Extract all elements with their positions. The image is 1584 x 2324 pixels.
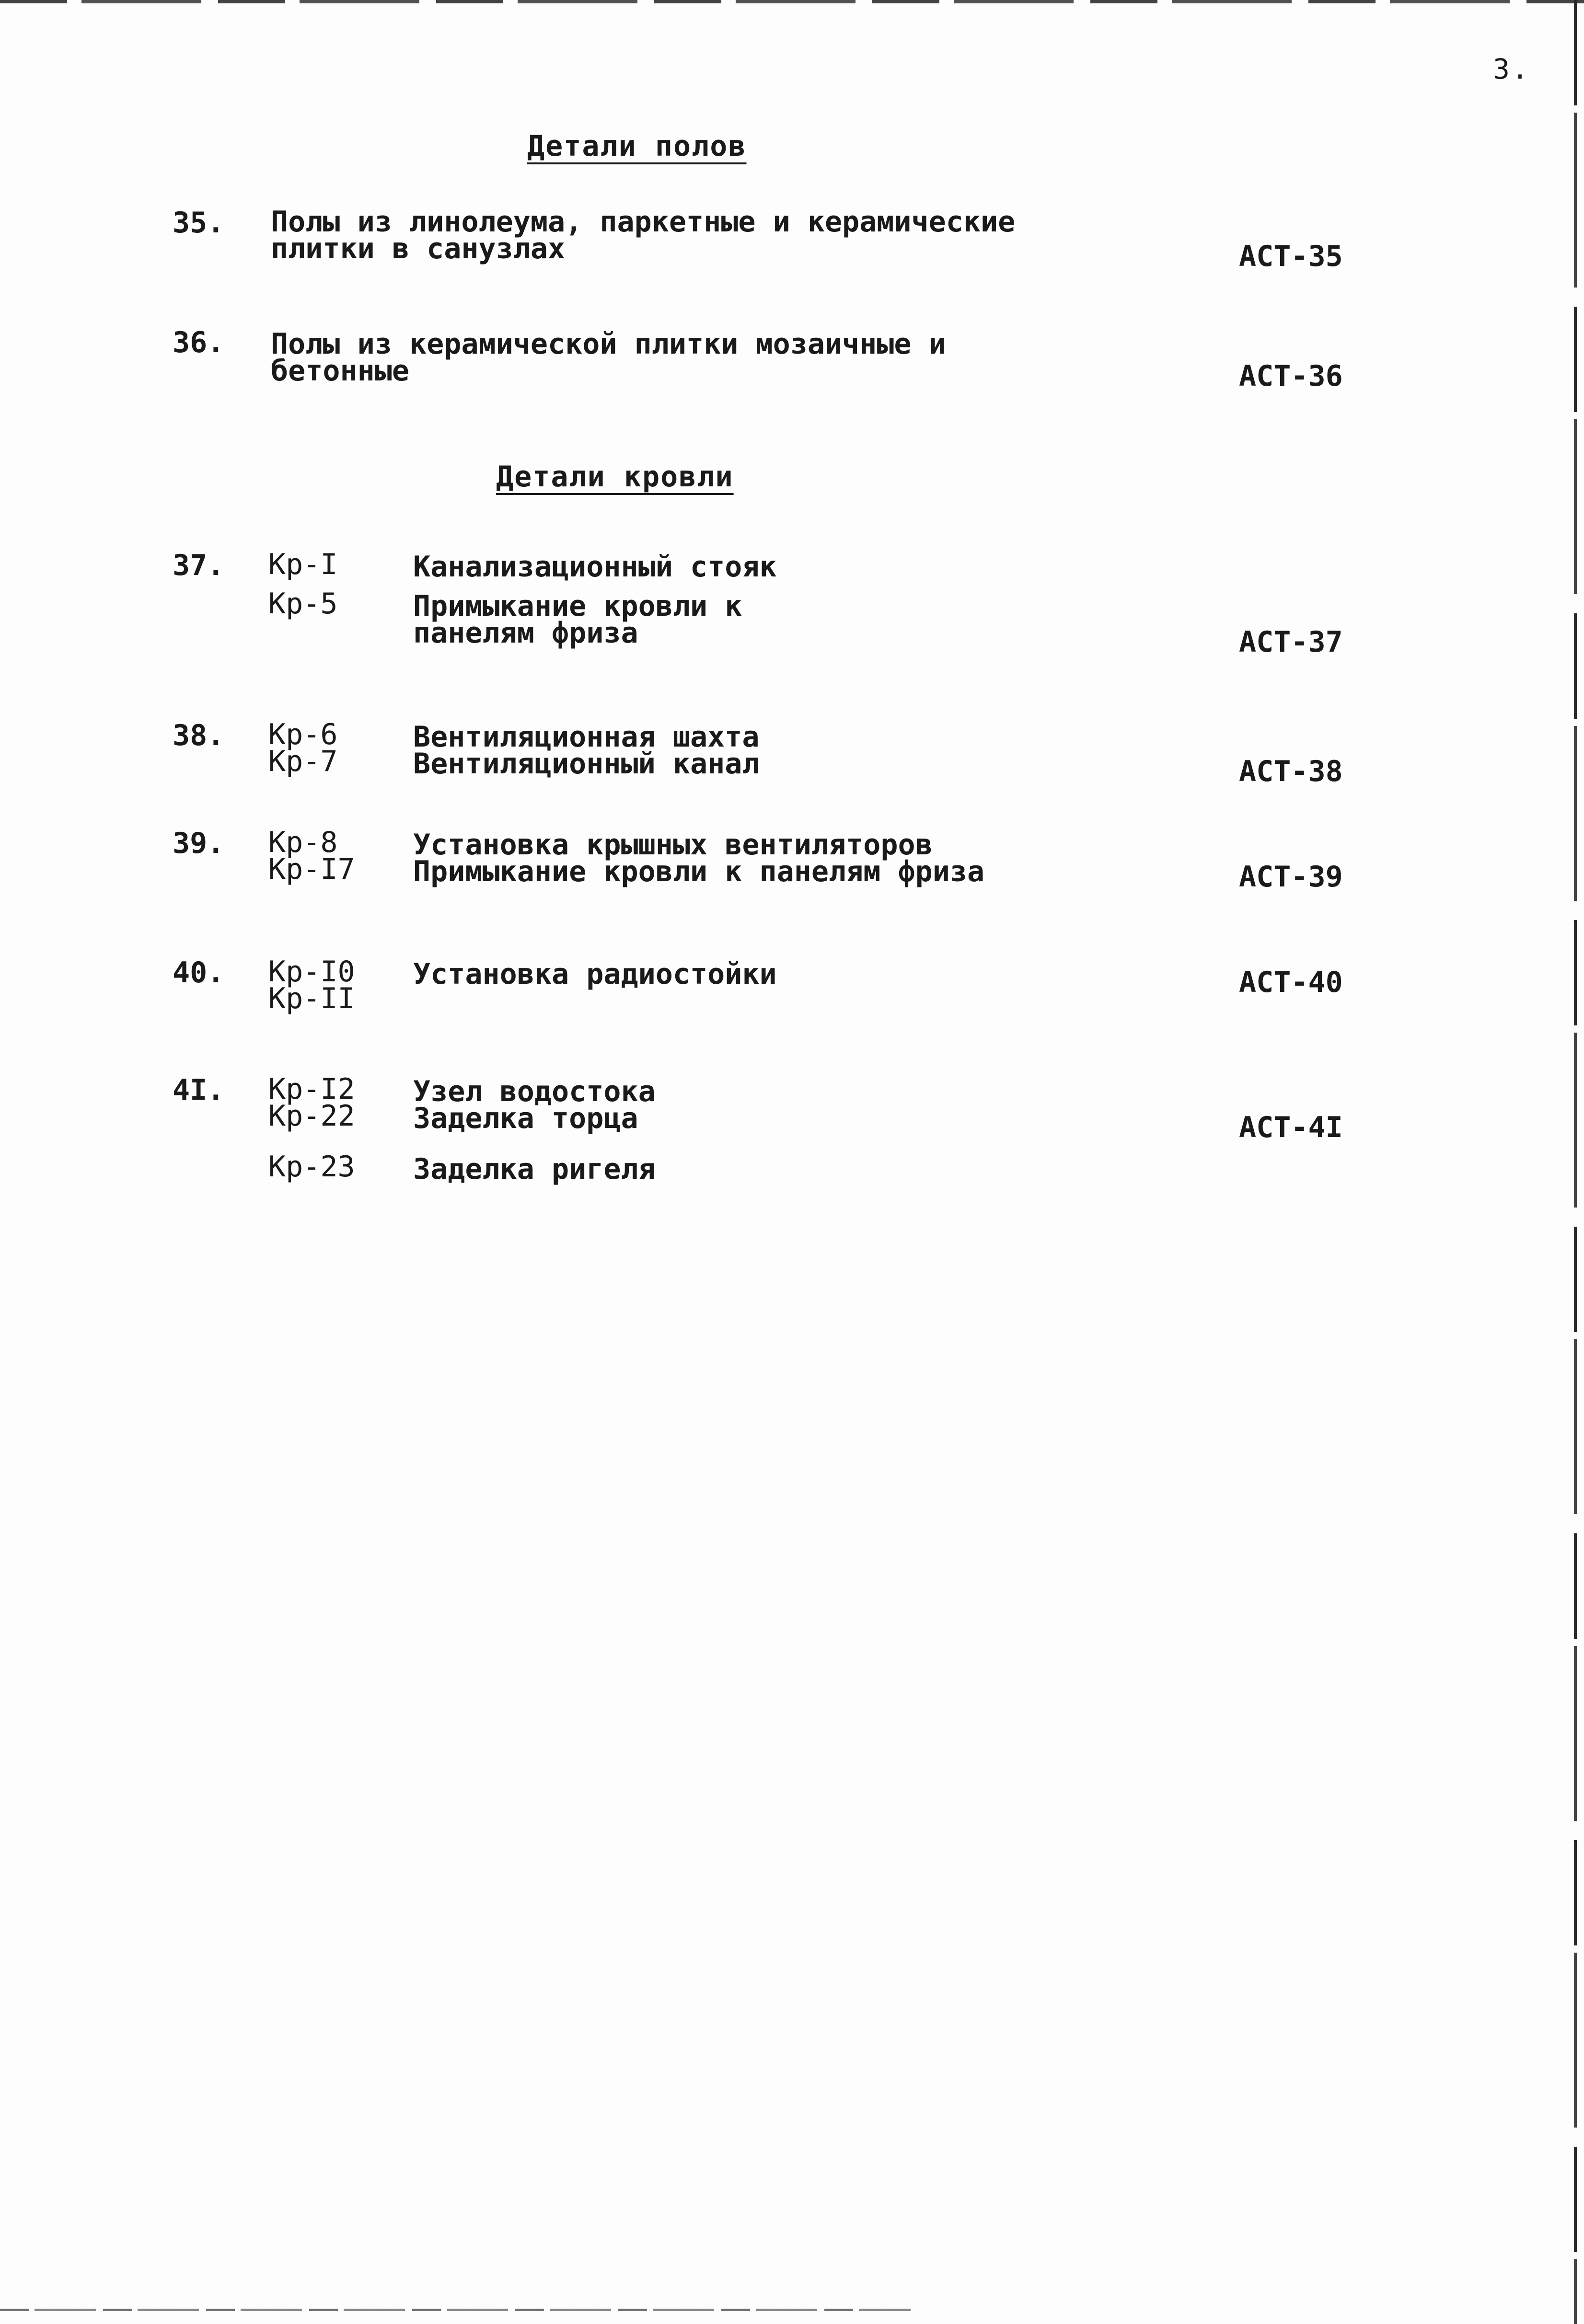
item-codes: [268, 826, 355, 886]
description-line: Узел водостока: [413, 1075, 656, 1108]
scan-edge-bottom: [0, 2309, 911, 2311]
item-reference: АСТ-36: [1239, 359, 1343, 393]
detail-code: Кр-I: [268, 548, 338, 581]
item-reference: АСТ-40: [1239, 966, 1343, 999]
page-number: 3.: [1493, 53, 1530, 85]
description-line: Вентиляционная шахта: [413, 720, 760, 754]
detail-code: Кр-5: [268, 587, 338, 621]
section-heading-roof: Детали кровли: [496, 460, 734, 494]
detail-code: Кр-I0: [268, 955, 355, 989]
item-number: 37.: [173, 549, 225, 582]
detail-code: Кр-I2: [268, 1072, 355, 1106]
description-line: Полы из линолеума, паркетные и керамические: [271, 205, 1016, 239]
description-line: Примыкание кровли к: [413, 589, 742, 623]
item-description: [413, 720, 760, 781]
description-line: Полы из керамической плитки мозаичные и: [271, 327, 946, 361]
item-number: 36.: [173, 326, 225, 359]
item-reference: АСТ-38: [1239, 755, 1343, 788]
item-description: [413, 550, 777, 650]
item-reference: АСТ-35: [1239, 240, 1343, 273]
detail-code: Кр-23: [268, 1150, 355, 1184]
description-line: Установка крышных вентиляторов: [413, 828, 933, 862]
description-line: Примыкание кровли к панелям фриза: [413, 855, 985, 888]
item-reference: АСТ-37: [1239, 625, 1343, 659]
scan-edge-right: [1574, 0, 1577, 2324]
item-number: 39.: [173, 827, 225, 860]
item-codes: [268, 718, 338, 778]
item-codes: [268, 548, 338, 621]
item-reference: АСТ-4I: [1239, 1111, 1343, 1144]
item-description: [413, 957, 777, 991]
description-line: панелям фриза: [413, 616, 638, 650]
item-number: 4I.: [173, 1073, 225, 1107]
item-number: 40.: [173, 956, 225, 989]
item-codes: [268, 955, 355, 1015]
detail-code: Кр-8: [268, 826, 338, 859]
detail-code: Кр-6: [268, 718, 338, 751]
description-line: Установка радиостойки: [413, 957, 777, 991]
detail-code: Кр-II: [268, 982, 355, 1015]
detail-code: Кр-7: [268, 745, 338, 778]
description-line: плитки в санузлах: [271, 232, 566, 265]
detail-code: Кр-I7: [268, 852, 355, 886]
scan-edge-top: [0, 0, 1584, 3]
item-codes: [268, 1072, 355, 1184]
description-line: Канализационный стояк: [413, 550, 777, 584]
item-reference: АСТ-39: [1239, 860, 1343, 894]
description-line: Заделка торца: [413, 1102, 638, 1135]
item-number: 35.: [173, 206, 225, 240]
description-line: Заделка ригеля: [413, 1152, 656, 1186]
item-description: [271, 205, 1016, 265]
description-line: Вентиляционный канал: [413, 747, 760, 781]
item-description: [413, 1075, 656, 1186]
item-description: [271, 327, 946, 388]
section-heading-floors: Детали полов: [527, 129, 747, 163]
item-description: [413, 828, 985, 888]
item-number: 38.: [173, 719, 225, 752]
detail-code: Кр-22: [268, 1099, 355, 1133]
description-line: бетонные: [271, 354, 409, 388]
